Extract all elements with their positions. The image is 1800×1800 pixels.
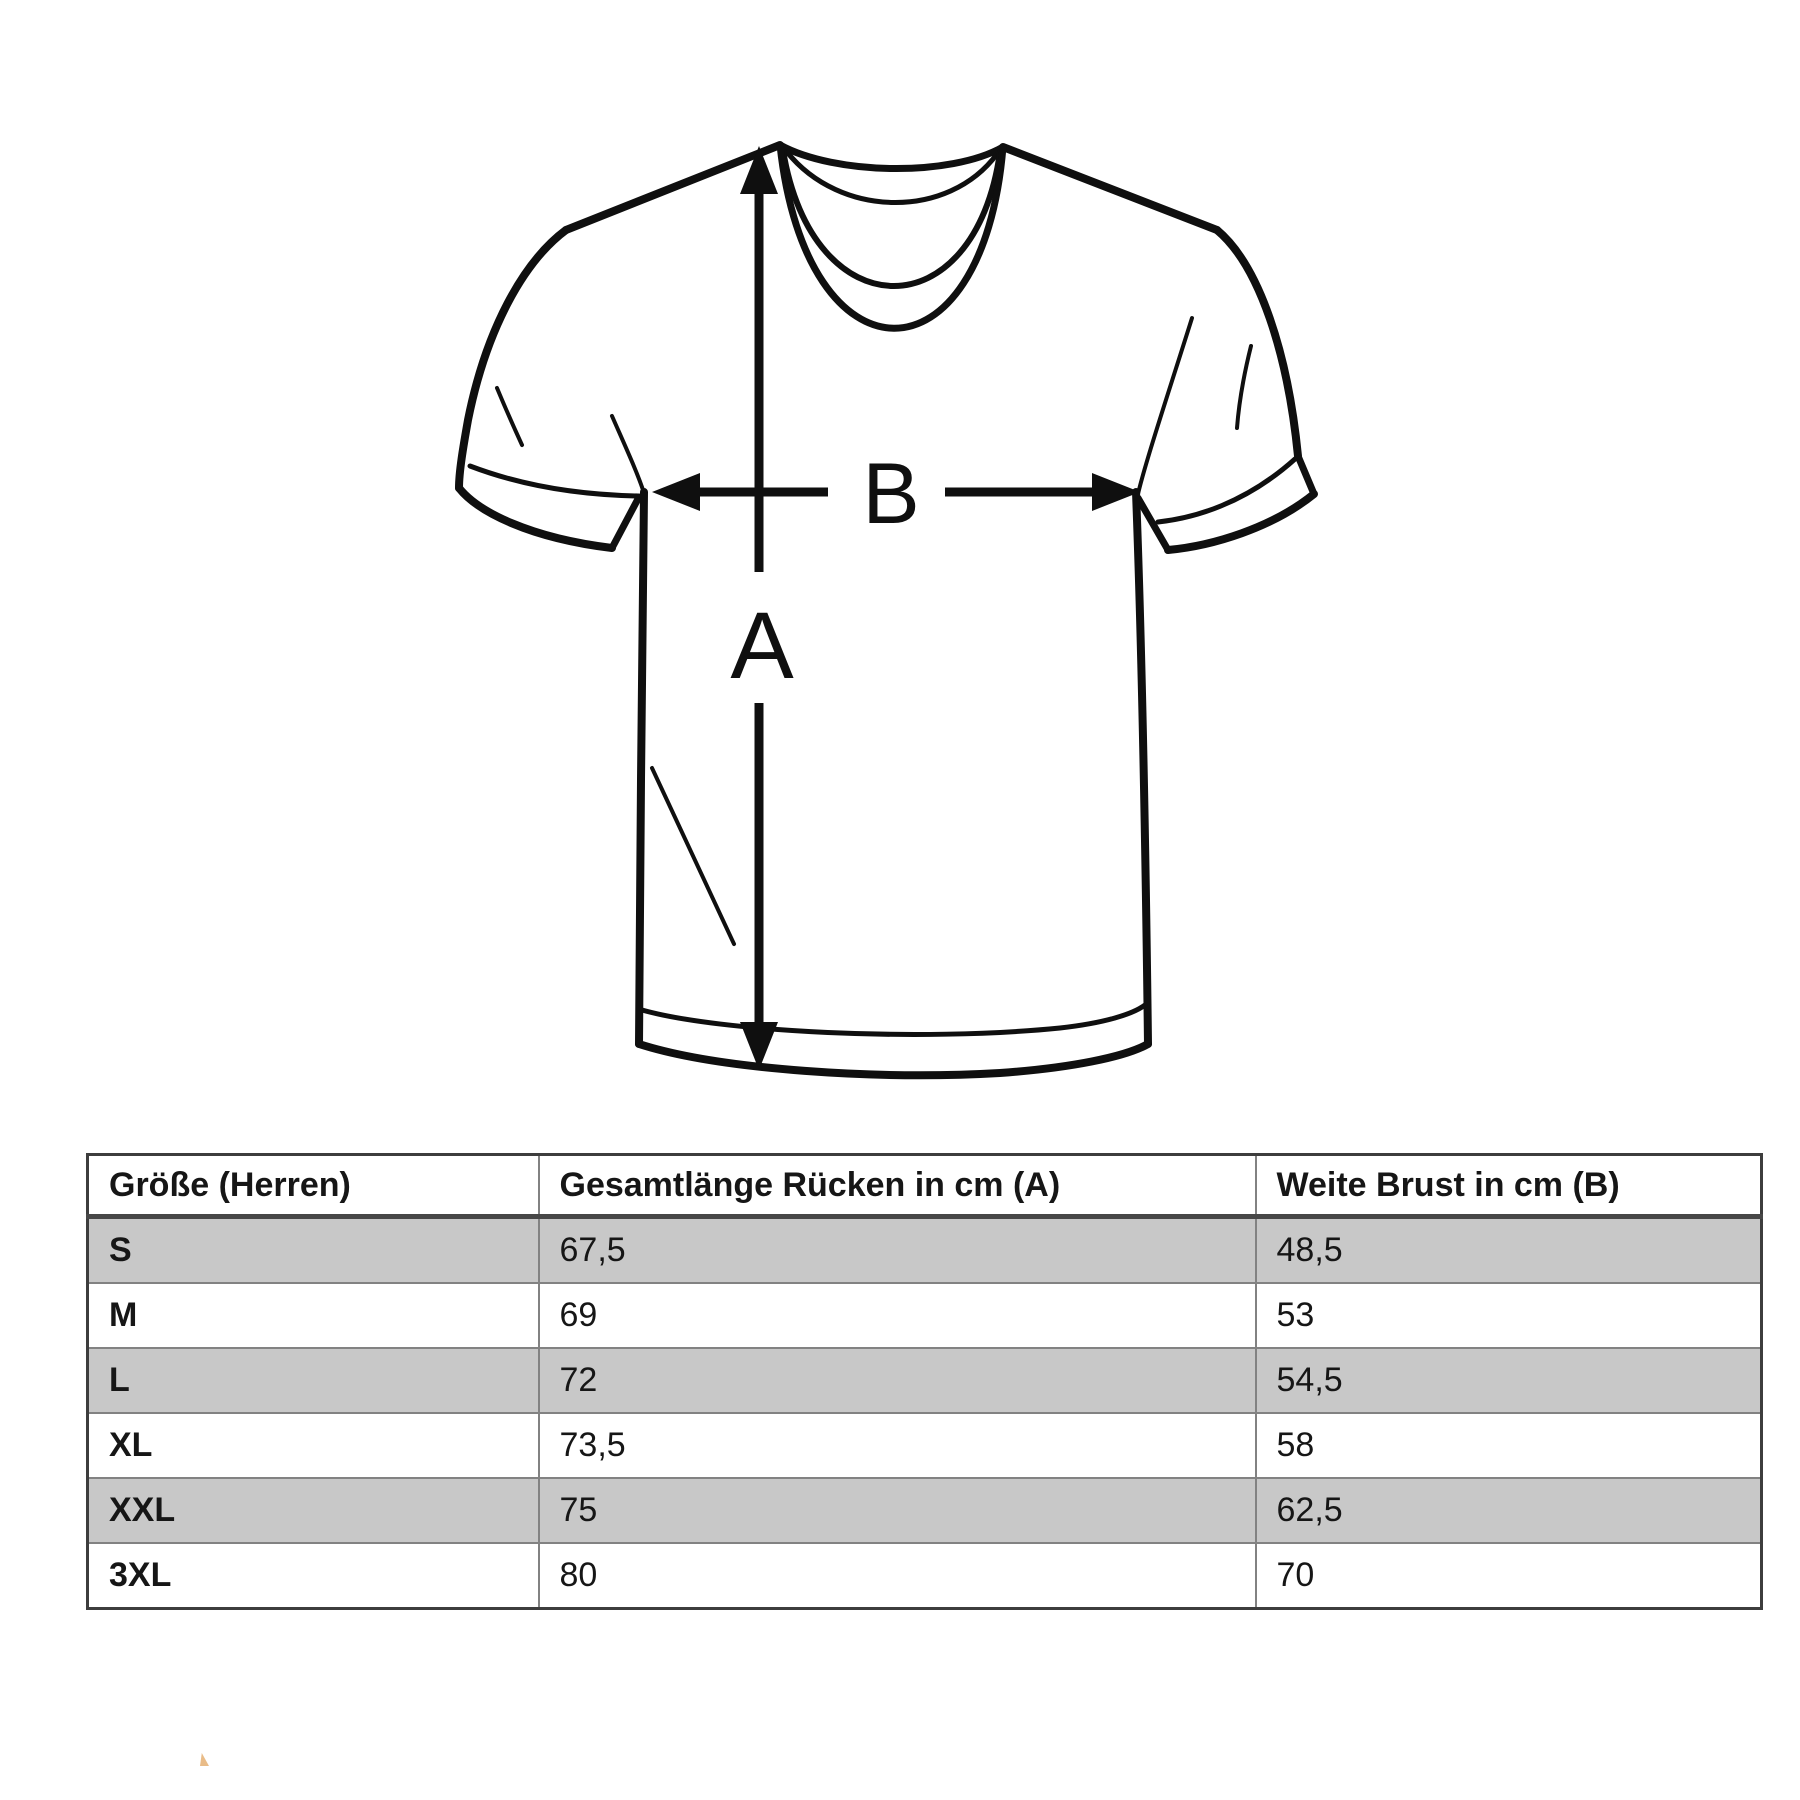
arrow-up-head bbox=[740, 146, 778, 194]
size-value: XL bbox=[88, 1413, 539, 1478]
left-armpit-crease bbox=[612, 416, 644, 493]
size-value: L bbox=[88, 1348, 539, 1413]
header-length: Gesamtlänge Rücken in cm (A) bbox=[539, 1155, 1256, 1217]
length-arrow-A bbox=[730, 146, 794, 1070]
left-cuff-band bbox=[470, 466, 638, 496]
table-row-xxl bbox=[88, 1478, 1762, 1543]
collar-back-edge bbox=[780, 145, 1003, 169]
length-value: 75 bbox=[539, 1478, 1256, 1543]
size-value: XXL bbox=[88, 1478, 539, 1543]
width-label-B: B bbox=[862, 446, 920, 542]
arrow-left-head bbox=[652, 473, 700, 511]
header-size: Größe (Herren) bbox=[88, 1155, 539, 1217]
right-armpit-crease bbox=[1138, 318, 1192, 494]
right-sleeve-fold bbox=[1237, 346, 1251, 428]
size-table-body bbox=[88, 1217, 1762, 1609]
size-value: M bbox=[88, 1283, 539, 1348]
chest-value: 58 bbox=[1256, 1413, 1762, 1478]
length-value: 73,5 bbox=[539, 1413, 1256, 1478]
chest-value: 54,5 bbox=[1256, 1348, 1762, 1413]
hem-bottom bbox=[639, 1044, 1148, 1075]
width-arrow-B bbox=[652, 446, 1140, 542]
table-row-m bbox=[88, 1283, 1762, 1348]
length-value: 69 bbox=[539, 1283, 1256, 1348]
chest-value: 48,5 bbox=[1256, 1217, 1762, 1284]
length-value: 80 bbox=[539, 1543, 1256, 1609]
chest-value: 70 bbox=[1256, 1543, 1762, 1609]
tshirt-outline bbox=[459, 145, 1314, 1075]
size-table bbox=[86, 1153, 1763, 1610]
hem-band bbox=[642, 1005, 1145, 1034]
length-label-A: A bbox=[730, 593, 794, 699]
table-row-l bbox=[88, 1348, 1762, 1413]
size-table-header bbox=[88, 1155, 1762, 1217]
right-cuff-band bbox=[1158, 459, 1295, 522]
chest-value: 62,5 bbox=[1256, 1478, 1762, 1543]
length-value: 72 bbox=[539, 1348, 1256, 1413]
size-value: 3XL bbox=[88, 1543, 539, 1609]
header-chest: Weite Brust in cm (B) bbox=[1256, 1155, 1762, 1217]
table-row-s bbox=[88, 1217, 1762, 1284]
table-row-xl bbox=[88, 1413, 1762, 1478]
body-fold bbox=[652, 768, 734, 944]
header-row bbox=[88, 1155, 1762, 1217]
orange-speck-artifact bbox=[200, 1753, 209, 1766]
length-value: 67,5 bbox=[539, 1217, 1256, 1284]
chest-value: 53 bbox=[1256, 1283, 1762, 1348]
left-sleeve-fold bbox=[497, 388, 522, 445]
size-value: S bbox=[88, 1217, 539, 1284]
table-row-3xl bbox=[88, 1543, 1762, 1609]
